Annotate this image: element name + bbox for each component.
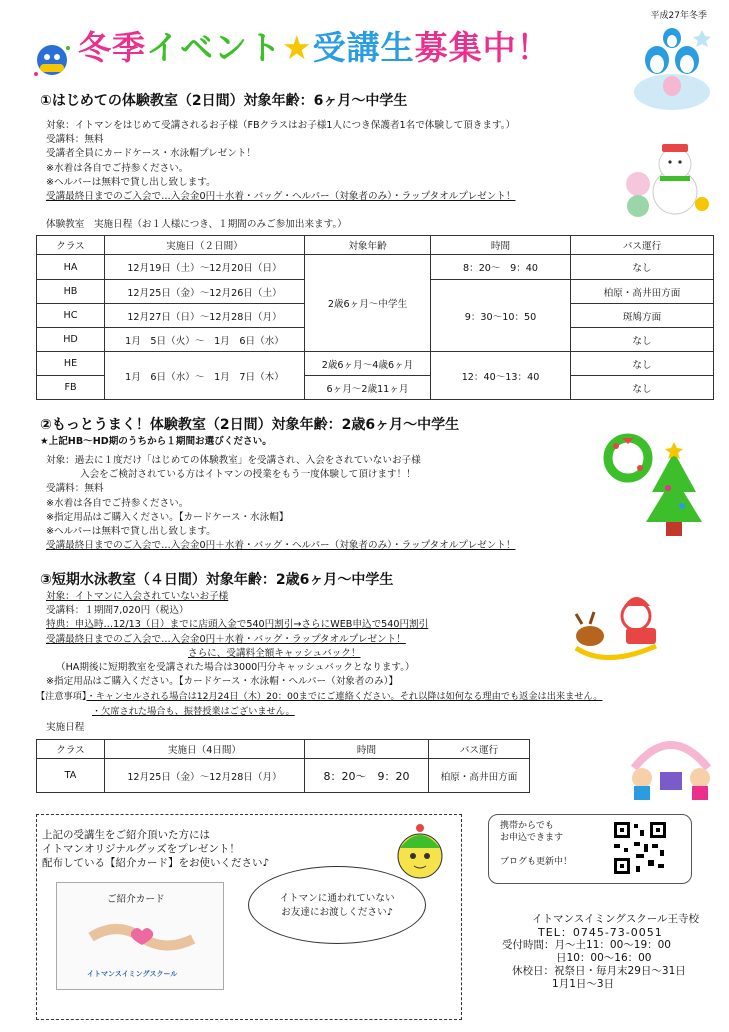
schedule-table-1 — [36, 235, 714, 400]
snowman-illustration-icon — [620, 140, 710, 220]
table-header-row — [37, 236, 714, 255]
bus-cell: なし — [571, 255, 714, 280]
school-contact — [502, 913, 699, 991]
referral-card-label: ご紹介カード — [107, 894, 165, 905]
qr-code-icon[interactable] — [612, 820, 668, 876]
section-2-star-line: ★上記HB〜HD期のうちから１期間お選びください。 — [40, 436, 272, 447]
bubble-line: お友達にお渡しください♪ — [281, 907, 393, 919]
penguin-family-icon — [632, 22, 712, 112]
section-3-line: ※指定用品はご購入ください。【カードケース・水泳帽・ヘルパー（対象者のみ）】 — [46, 676, 399, 688]
section-3-line: 対象：イトマンに入会されていないお子様 — [46, 591, 229, 602]
bus-cell: なし — [571, 352, 714, 376]
column-header: 時間 — [305, 740, 429, 759]
season-label: 平成27年冬季 — [650, 11, 707, 21]
school-name: イトマンスイミングスクール王寺校 — [532, 913, 699, 925]
children-illustration-icon — [626, 728, 716, 802]
notice-label: 【注意事項】 — [36, 691, 87, 702]
school-closed: 1月1日〜3日 — [552, 978, 615, 990]
column-header: 実施日（２日間） — [105, 236, 305, 255]
table-row — [37, 759, 530, 793]
section-1-line: ※ヘルパーは無料で貸し出し致します。 — [46, 176, 216, 188]
mobile-line: 携帯からでも — [500, 821, 554, 831]
schedule-table-2 — [36, 739, 530, 793]
section-1-line: 対象：イトマンをはじめて受講されるお子様（FBクラスはお子様1人につき保護者1名で体験して頂きます。） — [46, 120, 516, 131]
title-part-3: ★ — [282, 28, 313, 67]
section-2-line: ※水着は各自でご持参ください。 — [46, 497, 189, 509]
title-part-2: イベント — [146, 28, 282, 67]
school-hours: 日10：00〜16：00 — [556, 952, 652, 964]
schedule-note: 体験教室 実施日程（お１人様につき、１期間のみご参加出来ます。） — [46, 219, 347, 230]
bus-cell: 柏原・高井田方面 — [429, 759, 530, 793]
swimmer-mascot-icon — [30, 40, 74, 82]
section-2-line: ※ヘルパーは無料で貸し出し致します。 — [46, 526, 216, 538]
date-cell: 1月 6日（水）〜 1月 7日（木） — [105, 352, 305, 400]
age-cell: 2歳6ヶ月〜4歳6ヶ月 — [305, 352, 431, 376]
christmas-wreath-tree-icon — [602, 430, 712, 540]
section-2-line: 受講最終日までのご入会で…入会金0円＋水着・バッグ・ヘルパー（対象者のみ）・ラップタオルプレゼント！ — [46, 540, 516, 552]
class-cell: HE — [37, 352, 105, 376]
school-hours: 受付時間：月〜土11：00〜19：00 — [502, 939, 671, 951]
time-cell: 12：40〜13：40 — [431, 352, 571, 400]
school-closed: 休校日：祝祭日・毎月末29日〜31日 — [512, 965, 686, 977]
bubble-line: イトマンに通われていない — [279, 893, 395, 904]
date-cell: 1月 5日（火）〜 1月 6日（水） — [105, 328, 305, 352]
table-header-row — [37, 740, 530, 759]
notice-row-2: ・欠席された場合も、振替授業はございません。 — [92, 706, 295, 717]
date-cell: 12月25日（金）〜12月28日（月） — [105, 759, 305, 793]
class-cell: HD — [37, 328, 105, 352]
section-2-line: 入会をご検討されている方はイトマンの授業をもう一度体験して頂けます！！ — [80, 469, 416, 481]
section-3-body — [46, 590, 428, 689]
section-1-line: ※水着は各自でご持参ください。 — [46, 162, 189, 174]
santa-sleigh-icon — [566, 588, 676, 672]
column-header: 実施日（4日間） — [105, 740, 305, 759]
title-part-5: 募集中！ — [414, 28, 551, 67]
section-1-heading: ①はじめての体験教室（2日間）対象年齢：6ヶ月〜中学生 — [40, 93, 408, 109]
mascot-character-icon — [388, 822, 452, 884]
date-cell: 12月19日（土）〜12月20日（日） — [105, 255, 305, 280]
title-part-1: 冬季 — [78, 28, 146, 67]
column-header: クラス — [37, 236, 105, 255]
section-3-line: 特典：申込時…12/13（日）までに店頭入金で540円割引→さらにWEB申込で540円割引 — [46, 619, 429, 631]
time-cell: 8：20〜 9：20 — [305, 759, 429, 793]
time-cell: 8：20〜 9：40 — [431, 255, 571, 280]
class-cell: FB — [37, 376, 105, 400]
bus-cell: 柏原・高井田方面 — [571, 280, 714, 304]
mobile-info-text — [500, 820, 572, 868]
section-1-line: 受講最終日までのご入会で…入会金0円＋水着・バッグ・ヘルパー（対象者のみ）・ラップタオルプレゼント！ — [46, 191, 516, 203]
date-cell: 12月25日（金）〜12月26日（土） — [105, 280, 305, 304]
date-cell: 12月27日（日）〜12月28日（月） — [105, 304, 305, 328]
school-tel: TEL：0745-73-0051 — [538, 926, 663, 939]
page-title — [78, 22, 551, 69]
section-2-body — [46, 454, 515, 553]
bus-cell: なし — [571, 328, 714, 352]
section-2-heading: ②もっとうまく！体験教室（2日間）対象年齢：2歳6ヶ月〜中学生 — [40, 417, 460, 433]
column-header: バス運行 — [429, 740, 530, 759]
bus-cell: なし — [571, 376, 714, 400]
notice-text: ・キャンセルされる場合は12月24日（木）20：00までにご連絡ください。それ以降は如何なる理由でも返金は出来ません。 — [86, 691, 603, 702]
column-header: クラス — [37, 740, 105, 759]
time-cell: 9：30〜10：50 — [431, 280, 571, 352]
referral-text — [42, 828, 269, 870]
school-logo: イトマンスイミングスクール — [87, 970, 178, 978]
class-cell: HC — [37, 304, 105, 328]
section-3-heading: ③短期水泳教室（４日間）対象年齢：2歳6ヶ月〜中学生 — [40, 572, 394, 588]
age-cell: 2歳6ヶ月〜中学生 — [305, 255, 431, 352]
section-2-line: ※指定用品はご購入ください。【カードケース・水泳帽】 — [46, 511, 289, 523]
class-cell: TA — [37, 759, 105, 793]
referral-card — [56, 882, 224, 990]
mobile-line: お申込できます — [500, 833, 564, 843]
speech-bubble-text — [262, 892, 412, 920]
section-3-line: さらに、受講料全額キャッシュバック！ — [188, 647, 361, 659]
table-row — [37, 352, 714, 376]
section-2-line: 対象：過去に１度だけ「はじめての体験教室」を受講され、入会をされていないお子様 — [46, 455, 421, 466]
table-row — [37, 255, 714, 280]
referral-line: イトマンオリジナルグッズをプレゼント！ — [42, 843, 240, 855]
bus-cell: 斑鳩方面 — [571, 304, 714, 328]
section-3-line: （HA期後に短期教室を受講された場合は3000円分キャッシュバックとなります。） — [56, 662, 415, 674]
class-cell: HB — [37, 280, 105, 304]
class-cell: HA — [37, 255, 105, 280]
referral-line: 上記の受講生をご紹介頂いた方には — [42, 829, 210, 841]
section-1-line: 受講者全員にカードケース・水泳帽プレゼント！ — [46, 148, 257, 160]
section-2-line: 受講料：無料 — [46, 483, 104, 495]
section-1-body — [46, 119, 515, 204]
handshake-heart-icon — [87, 917, 197, 957]
schedule-label: 実施日程 — [46, 722, 85, 733]
notice-row-1 — [36, 690, 602, 704]
section-3-line: 受講料：１期間7,020円（税込） — [46, 605, 189, 617]
column-header: 時間 — [431, 236, 571, 255]
column-header: 対象年齢 — [305, 236, 431, 255]
column-header: バス運行 — [571, 236, 714, 255]
age-cell: 6ヶ月〜2歳11ヶ月 — [305, 376, 431, 400]
section-3-line: 受講最終日までのご入会で…入会金0円＋水着・バッグ・ラップタオルプレゼント！ — [46, 633, 406, 645]
title-part-4: 受講生 — [312, 28, 415, 67]
blog-line: ブログも更新中！ — [500, 857, 573, 867]
section-1-line: 受講料：無料 — [46, 134, 104, 146]
referral-line: 配布している【紹介カード】をお使いください♪ — [42, 857, 270, 869]
